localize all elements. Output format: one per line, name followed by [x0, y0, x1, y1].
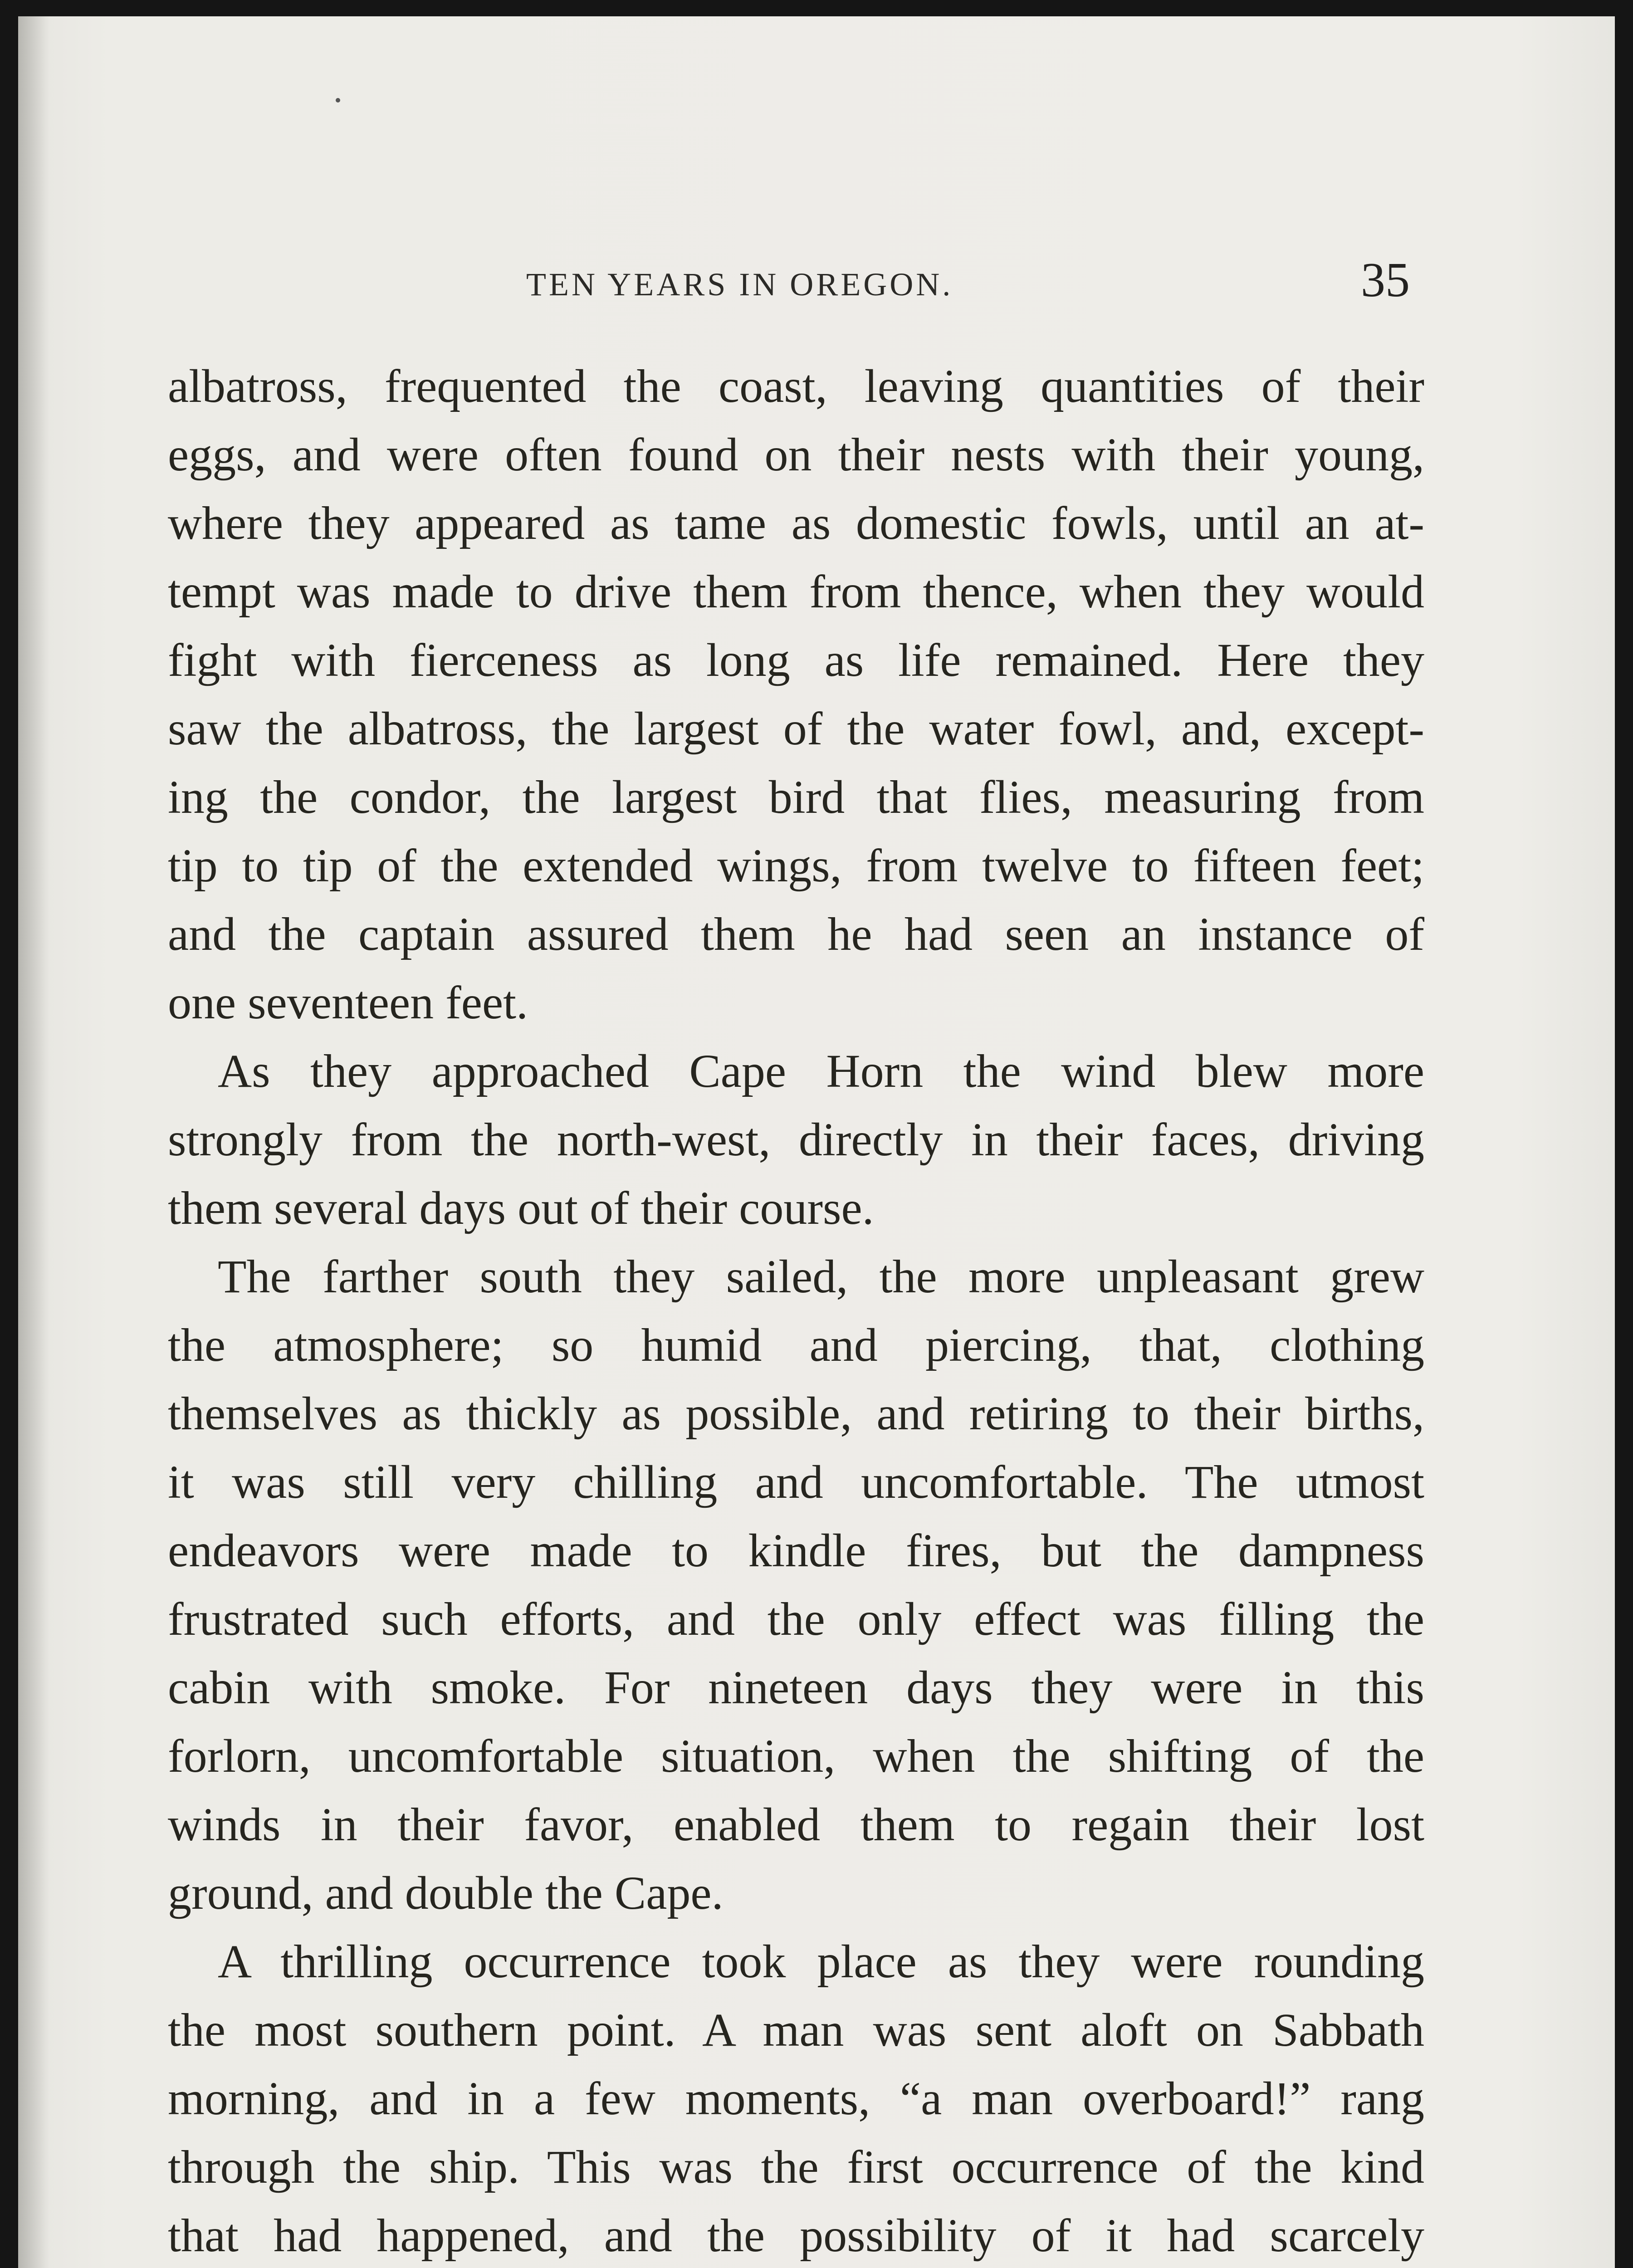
- text-line: through the ship. This was the first occurrence of the kind: [168, 2141, 1424, 2193]
- text-line: themselves as thickly as possible, and retiring to their births,: [168, 1388, 1424, 1440]
- page-number: 35: [1361, 253, 1410, 307]
- text-line: saw the albatross, the largest of the water fowl, and, except-: [168, 703, 1424, 755]
- text-line: ground, and double the Cape.: [168, 1867, 724, 1919]
- text-line: morning, and in a few moments, “a man overboard!” rang: [168, 2072, 1424, 2125]
- text-line: As they approached Cape Horn the wind blew more: [218, 1045, 1424, 1097]
- text-line: tip to tip of the extended wings, from twelve to fifteen feet;: [168, 840, 1424, 892]
- text-line: one seventeen feet.: [168, 977, 528, 1029]
- text-line: fight with fierceness as long as life remained. Here they: [168, 634, 1424, 686]
- text-line: frustrated such efforts, and the only effect was filling the: [168, 1593, 1424, 1645]
- body-text: [168, 352, 1424, 2268]
- text-line: eggs, and were often found on their nests with their young,: [168, 429, 1424, 481]
- book-page: [18, 16, 1615, 2268]
- running-head: [18, 252, 1615, 307]
- spine-shadow: [18, 16, 50, 2268]
- text-line: where they appeared as tame as domestic fowls, until an at-: [168, 497, 1424, 549]
- text-line: albatross, frequented the coast, leaving quantities of their: [168, 360, 1424, 412]
- paper-speck: [336, 98, 340, 103]
- text-line: and the captain assured them he had seen an instance of: [168, 908, 1424, 960]
- text-line: A thrilling occurrence took place as they were rounding: [218, 1936, 1424, 1988]
- text-line: the atmosphere; so humid and piercing, that, clothing: [168, 1319, 1424, 1371]
- text-line: The farther south they sailed, the more unpleasant grew: [218, 1251, 1424, 1303]
- text-line: winds in their favor, enabled them to regain their lost: [168, 1799, 1424, 1851]
- text-line: that had happened, and the possibility of it had scarcely: [168, 2209, 1424, 2262]
- text-line: strongly from the north-west, directly in their faces, driving: [168, 1114, 1424, 1166]
- text-line: tempt was made to drive them from thence, when they would: [168, 566, 1424, 618]
- text-line: endeavors were made to kindle fires, but the dampness: [168, 1525, 1424, 1577]
- text-line: the most southern point. A man was sent aloft on Sabbath: [168, 2004, 1424, 2056]
- text-line: it was still very chilling and uncomfortable. The utmost: [168, 1456, 1424, 1508]
- text-line: them several days out of their course.: [168, 1182, 874, 1234]
- text-line: forlorn, uncomfortable situation, when the shifting of the: [168, 1730, 1424, 1782]
- running-title: TEN YEARS IN OREGON.: [526, 266, 953, 303]
- text-line: cabin with smoke. For nineteen days they were in this: [168, 1662, 1424, 1714]
- text-line: ing the condor, the largest bird that flies, measuring from: [168, 771, 1424, 823]
